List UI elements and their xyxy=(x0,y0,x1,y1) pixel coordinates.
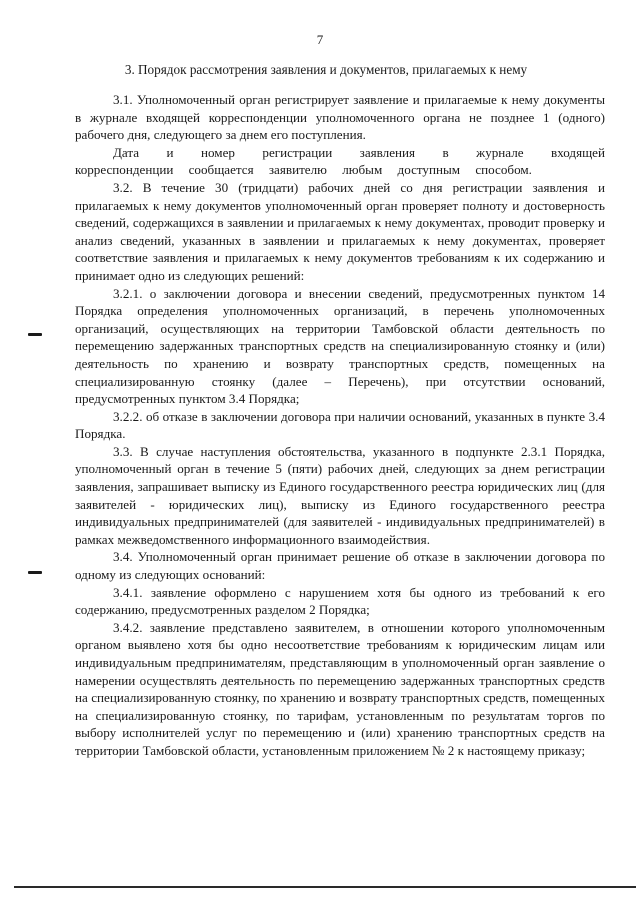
paragraph-3-2-2: 3.2.2. об отказе в заключении договора при наличии оснований, указанных в пункте 3.4 Порядка. xyxy=(75,408,605,442)
paragraph-3-4: 3.4. Уполномоченный орган принимает решение об отказе в заключении договора по одному из следующих оснований: xyxy=(75,549,605,583)
paragraph-3-4-1: 3.4.1. заявление оформлено с нарушением хотя бы одного из требований к его содержанию, предусмотренных разделом 2 Порядка; xyxy=(75,584,605,618)
paragraph-3-1: 3.1. Уполномоченный орган регистрирует заявление и прилагаемые к нему документы в журнале входящей корреспонденции уполномоченного органа не позднее 1 (одного) рабочего дня, следующего за днем его поступления. xyxy=(75,92,605,143)
bottom-scan-edge xyxy=(14,886,636,888)
paragraph-3-4-2: 3.4.2. заявление представлено заявителем, в отношении которого уполномоченным органом выявлено хотя бы одно несоответствие требованиям к юридическим лицам или индивидуальным предпринимателям, представляющим в уполномоченный орган заявление о намерении осуществлять деятельность по перемещению задержанных транспортных средств на специализированную стоянку, по хранению и возврату транспортных средств, помещенных на специализированную стоянку, по тарифам, установленным по результатам торгов по выбору исполнителей услуг по перемещению и (или) хранению транспортных средств на территории Тамбовской области, установленным приложением № 2 к настоящему приказу; xyxy=(75,619,605,758)
paragraph-3-2: 3.2. В течение 30 (тридцати) рабочих дней со дня регистрации заявления и прилагаемых к нему документов уполномоченный орган проверяет полноту и достоверность сведений, содержащихся в заявлении и прилагаемых к нему документах, проводит проверку и анализ сведений, указанных в заявлении и прилагаемых к нему документах, проверяет соответствие заявления и прилагаемых к нему документов требованиям к их содержанию и принимает одно из следующих решений: xyxy=(75,179,605,283)
margin-punch-mark xyxy=(28,333,42,336)
paragraph-3-2-1: 3.2.1. о заключении договора и внесении сведений, предусмотренных пунктом 14 Порядка определения уполномоченных организаций, в перечень уполномоченных организаций, осуществляющих на территории Тамбовской области деятельность по перемещению задержанных транспортных средств на специализированную стоянку и (или) деятельность по хранению и возврату транспортных средств, помещенных на специализированную стоянку (далее – Перечень), при отсутствии оснований, предусмотренных пунктом 3.4 Порядка; xyxy=(75,285,605,407)
paragraph-3-3: 3.3. В случае наступления обстоятельства, указанного в подпункте 2.3.1 Порядка, уполномоченный орган в течение 5 (пяти) рабочих дней, следующих за днем регистрации заявления, запрашивает выписку из Единого государственного реестра юридических лиц (для заявителей - юридических лиц), выписку из Единого государственного реестра индивидуальных предпринимателей (для заявителей - индивидуальных предпринимателей) в рамках межведомственного информационного взаимодействия. xyxy=(75,443,605,547)
section-heading: 3. Порядок рассмотрения заявления и документов, прилагаемых к нему xyxy=(124,62,528,77)
page-number: 7 xyxy=(316,32,324,47)
body-text xyxy=(75,91,605,760)
margin-punch-mark xyxy=(28,571,42,574)
paragraph-registration-notice: Дата и номер регистрации заявления в журнале входящей корреспонденции сообщается заявителю любым доступным способом. xyxy=(75,144,605,178)
